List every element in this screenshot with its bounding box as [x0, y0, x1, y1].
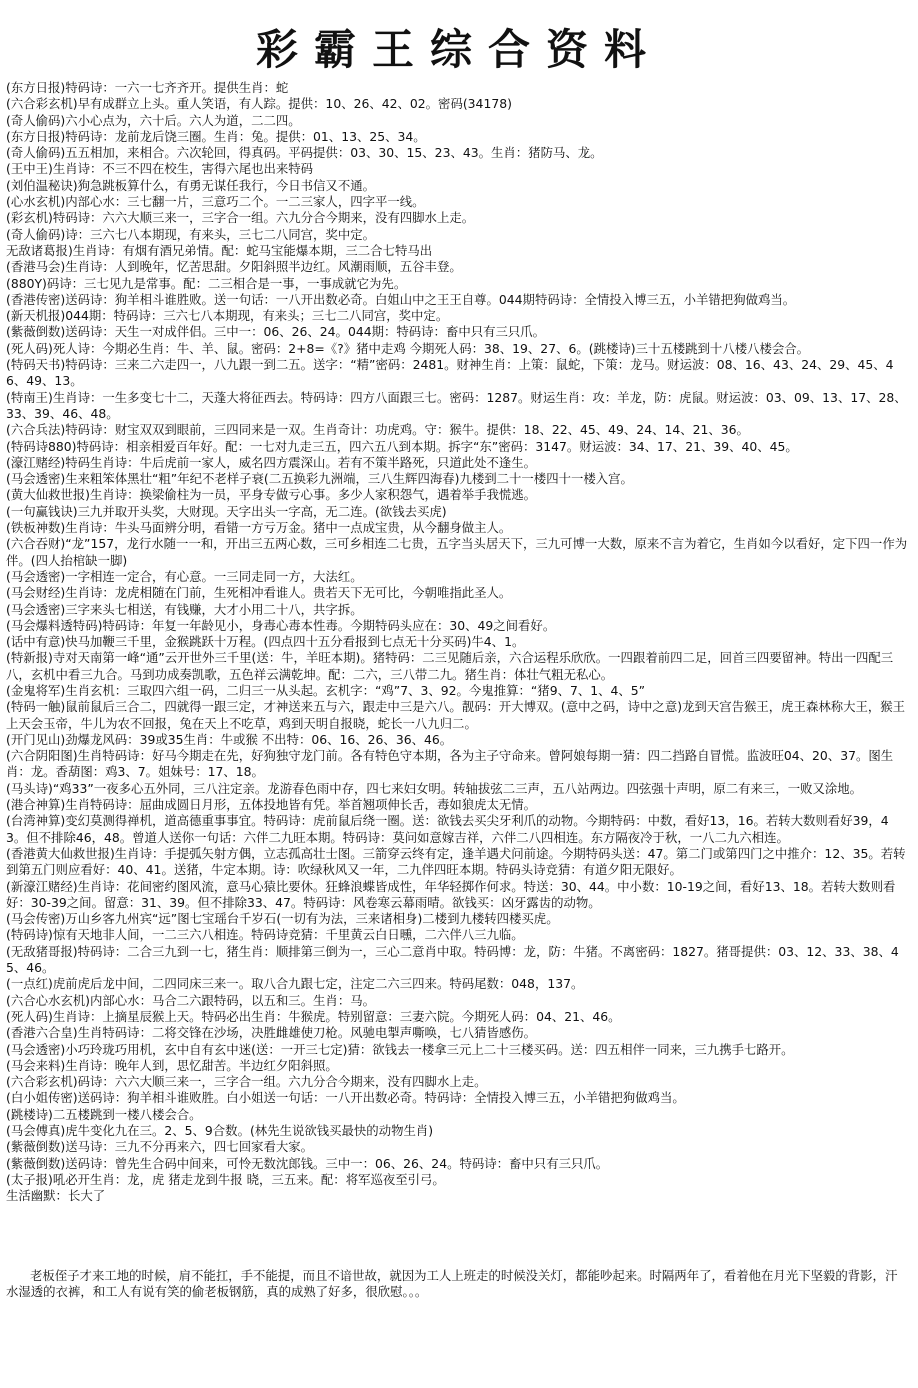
info-line: (台湾神算)变幻莫测得禅机，道高德重事事宜。特码诗：虎前鼠后绕一圈。送：欲钱去买尖牙利爪的动物。今期特码：中数，看好13，16。若转大数则看好39，43。但不排除46，48。曾道人送你一句话：六伴二九旺本期。特码诗：莫问如意嫁吉祥，六伴二八四相连。东方隔夜冷于秋，一八二九六相连。 [6, 813, 889, 845]
info-line: (刘伯温秘诀)狗急跳板算什么，有勇无谋任我行，今日书信又不通。 [6, 177, 375, 193]
info-line: (马会透密)生来粗笨体黑壮“粗”年纪不老样子衰(二五换彩九洲端，三八生辉四海春)九楼到二十一楼四十一楼入宫。 [6, 471, 633, 487]
info-line: (白小姐传密)送码诗：狗羊相斗谁败胜。白小姐送一句话：一八开出数必奇。特码诗：全情投入博三五，小羊错把狗做鸡当。 [6, 1090, 685, 1106]
info-line: (太子报)吼必开生肖：龙，虎 猪走龙到牛报 晓，三五来。配：将军巡夜至引弓。 [6, 1171, 445, 1187]
info-line: (一点红)虎前虎后龙中间，二四同床三来一。取八合九跟七定，注定二六三四来。特码尾数：048，137。 [6, 976, 584, 992]
info-line: (彩玄机)特码诗：六六大顺三来一，三字合一组。六九分合今期来，没有四脚水上走。 [6, 210, 475, 226]
info-line: (马会透密)一字相连一定合，有心意。一三同走同一方，大法红。 [6, 568, 363, 584]
info-line: (马头诗)“鸡33”一夜多心五外同，三八注定亲。龙游春色雨中存，四七来妇女明。转轴拔弦二三声，五八站两边。四弦强十声明，原二有来三，一败又涂地。 [6, 780, 863, 796]
info-line: (马会传密)万山乡客九州宾“远”图七宝瑶台千岁石(一切有为法，三来诸相身)二楼到九楼转四楼买虎。 [6, 911, 559, 927]
info-line: (香港六合皇)生肖特码诗：二将交锋在沙场，决胜雌雄使刀枪。风驰电掣声嘶唤，七八猜皆感伤。 [6, 1025, 537, 1041]
info-line: (新濠江赌经)生肖诗：花间密约图风流，意马心猿比要休。狂蜂浪蝶皆成性，年华轻掷作何求。特送：30、44。中小数：10-19之间，看好13、18。若转大数则看好：30-39之间。留意：31、39。但不排除33、47。特码诗：风卷寒云幕雨晴。欲钱买：凶牙露齿的动物。 [6, 878, 896, 910]
info-line: 无敌诸葛报)生肖诗：有烟有酒兄弟情。配：蛇马宝能爆本期，三二合七特马出 [6, 242, 433, 258]
info-line: (特码诗)惊有天地非人间，一二三六八相连。特码诗竞猜：千里黄云白日曛，二六伴八三九临。 [6, 927, 524, 943]
info-line: (六合阴阳图)生肖特码诗：好马今期走在先，好狗独守龙门前。各有特色守本期，各为主子守命来。曾阿娘每期一猜：四二挡路自冒慌。监波旺04、20、37。图生肖：龙。香葫图：鸡3、7。姐妹号：17、18。 [6, 748, 894, 780]
info-line: (东方日报)特码诗：一六一七齐齐开。提供生肖：蛇 [6, 80, 289, 95]
info-line: (特码天书)特码诗：三来二六走四一，八九跟一到二五。送字：“精”密码：2481。财神生肖：上策：鼠蛇，下策：龙马。财运波：08、16、43、24、29、45、46、49、13。 [6, 357, 894, 389]
info-line: (话中有意)快马加鞭三千里，金猴跳跃十万程。(四点四十五分看报到七点无十分买码)牛4、1。 [6, 634, 525, 650]
info-line: (特南王)生肖诗：一生多变七十二，天蓬大将征西去。特码诗：四方八面跟三七。密码：1287。财运生肖：攻：羊龙，防：虎鼠。财运波：03、09、13、17、28、33、39、46、48。 [6, 389, 907, 421]
info-line: (香港传密)送码诗：狗羊相斗谁胜败。送一句话：一八开出数必奇。白姐山中之王王自尊。044期特码诗：全情投入博三五，小羊错把狗做鸡当。 [6, 291, 796, 307]
info-list [6, 80, 908, 1204]
humor-story [6, 1268, 908, 1301]
info-line: (东方日报)特码诗：龙前龙后饶三圈。生肖：兔。提供：01、13、25、34。 [6, 128, 426, 144]
info-line: (六合彩玄机)码诗：六六大顺三来一，三字合一组。六九分合今期来，没有四脚水上走。 [6, 1074, 487, 1090]
info-line: (新天机报)044期：特码诗：三六七八本期现，有来头；三七二八同宫，奖中定。 [6, 308, 449, 324]
info-line: (马会财经)生肖诗：龙虎相随在门前，生死相冲看谁人。贵若天下无可比，今朝唯指此圣人。 [6, 585, 512, 601]
info-line: (六合心水玄机)内部心水：马合二六跟特码，以五和三。生肖：马。 [6, 992, 375, 1008]
info-line: (紫薇倒数)送马诗：三九不分再来六，四七回家看大家。 [6, 1139, 314, 1155]
info-line: (金鬼将军)生肖玄机：三取四六组一码，二归三一从头起。玄机字：“鸡”7、3、92。今鬼推算：“猪9、7、1、4、5” [6, 682, 646, 698]
info-line: (港合神算)生肖特码诗：屈曲成圆日月形，五体投地皆有凭。举首翘项伸长舌，毒如狼虎太无情。 [6, 797, 537, 813]
info-line: (死人码)生肖诗：上摘星辰猴上天。特码必出生肖：牛猴虎。特别留意：三妻六院。今期死人码：04、21、46。 [6, 1008, 621, 1024]
info-line: (死人码)死人诗：今期必生肖：牛、羊、鼠。密码：2+8=《?》猪中走鸡 今期死人码：38、19、27、6。(跳楼诗)三十五楼跳到十八楼八楼会合。 [6, 340, 810, 356]
info-line: (马会透密)三字来头七相送，有钱赚，大才小用二十八，共字拆。 [6, 601, 363, 617]
info-line: (奇人偷码)五五相加，来相合。六次轮回，得真码。平码提供：03、30、15、23、43。生肖：猪防马、龙。 [6, 145, 603, 161]
info-line: (紫薇倒数)送码诗：曾先生合码中间来，可怜无数沈郎钱。三中一：06、26、24。特码诗：畜中只有三只爪。 [6, 1155, 609, 1171]
info-line: (跳楼诗)二五楼跳到一楼八楼会合。 [6, 1106, 202, 1122]
info-line: (香港马会)生肖诗：人到晚年，忆苦思甜。夕阳斜照半边红。风潮雨顺，五谷丰登。 [6, 259, 462, 275]
info-line: (濠江赌经)特码生肖诗：牛后虎前一家人，威名四方震深山。若有不策半路死，只道此处不逢生。 [6, 454, 537, 470]
info-line: (香港黄大仙救世报)生肖诗：手提弧矢射方偶，立志孤高壮士图。三箭穿云终有定，逢羊遇犬问前途。今期特码头送：47。第二门或第四门之中推介：12、35。若转到第五门则应看好：40、41。送猪，牛定本期。诗：吹绿秋风又一年，二九伴四旺本期。特码头诗竞猜：有道夕阳无限好。 [6, 845, 906, 878]
info-line: (一句赢钱诀)三九并取开头奖，大财现。天字出头一字高，无二连。(欲钱去买虎) [6, 503, 447, 519]
info-line: (特码一触)鼠前鼠后三合二，四就得一跟三定，才神送来五与六，跟走中三是六八。靓码：开大博双。(意中之码，诗中之意)龙到天宫告猴王，虎王森林称大王，猴王上天会玉帝，牛儿为农不回报，兔在天上不吃草，鸡到天明自报晓，蛇长一八九归二。 [6, 699, 906, 731]
info-line: (马会来料)生肖诗：晚年人到，思忆甜苦。半边红夕阳斜照。 [6, 1057, 338, 1073]
info-line: (王中王)生肖诗：不三不四在校生，害得六尾也出来特码 [6, 161, 314, 177]
info-line: (奇人偷码)六小心点为，六十后。六人为道，二二四。 [6, 112, 301, 128]
info-line: (铁板神数)生肖诗：牛头马面辨分明，看错一方亏万金。猪中一点成宝贵，从今翻身做主人。 [6, 520, 512, 536]
info-line: (开门见山)劲爆龙风码：39或35生肖：牛或猴 不出特：06、16、26、36、46。 [6, 731, 453, 747]
page-title: 彩霸王综合资料 [255, 25, 662, 74]
info-line: (六合彩玄机)早有成群立上头。重人笑语，有人踪。提供：10、26、42、02。密码(34178) [6, 96, 512, 112]
info-line: (特新报)寺对天南第一峰“通”云开世外三千里(送：牛，羊旺本期)。猪特码：二三见随后亲，六合运程乐欣欣。一四跟着前四二足，回首三四要留神。特出一四配三八，玄机中看三九合。马到功成奏凯歌，五色祥云满乾坤。配：二六，三八带二九。猪生肖：体壮气粗无私心。 [6, 650, 894, 682]
info-line: 生活幽默：长大了 [6, 1188, 106, 1204]
info-line: (黄大仙救世报)生肖诗：换梁偷柱为一员，平身专做亏心事。多少人家积怨气，遇着举手我慌逃。 [6, 487, 537, 503]
info-line: (心水玄机)内部心水：三七翻一片，三意巧二个。一二三家人，四字平一线。 [6, 194, 425, 210]
info-line: (特码诗880)特码诗：相亲相爱百年好。配：一七对九走三五，四六五八到本期。拆字“东”密码：3147。财运波：34、17、21、39、40、45。 [6, 438, 798, 454]
info-line: (马会傅真)虎牛变化九在三。2、5、9合数。(林先生说欲钱买最快的动物生肖) [6, 1123, 434, 1138]
info-line: (无敌猪哥报)特码诗：二合三九到一七，猪生肖：顺排第三倒为一，三心二意肖中取。特码博：龙，防：牛猪。不离密码：1827。猪哥提供：03、12、33、38、45、46。 [6, 943, 899, 976]
info-line: (六合兵法)特码诗：财宝双双到眼前，三四同来是一双。生肖奇计：功虎鸡。守：猴牛。提供：18、22、45、49、24、14、21、36。 [6, 422, 749, 438]
info-line: (880Y)码诗：三七见九是常事。配：二三相合是一事，一事成就它为先。 [6, 275, 407, 291]
info-line: (紫薇倒数)送码诗：天生一对成伴侣。三中一：06、26、24。044期：特码诗：畜中只有三只爪。 [6, 324, 546, 340]
info-line: (六合吞财)“龙”157，龙行水随一一和，开出三五两心数，三可乡相连二七贵，五字当头居天下，三九可博一大数，原来不言为着它，生肖如今以看好，定下四一作为伴。(四人抬棺缺一脚) [6, 536, 908, 568]
info-line: (马会爆料透特码)特码诗：年复一年龄见小，身毒心毒本性毒。今期特码头应在：30、49之间看好。 [6, 617, 556, 633]
info-line: (马会透密)小巧玲珑巧用机，玄中自有玄中迷(送：一开三七定)猜：欲钱去一楼拿三元上二十三楼买码。送：四五相伴一同来，三九携手七路开。 [6, 1041, 794, 1057]
humor-story-text: 老板侄子才来工地的时候，肩不能扛，手不能提，而且不谙世故，就因为工人上班走的时候没关灯，都能吵起来。时隔两年了，看着他在月光下坚毅的背影，汗水湿透的衣裤，和工人有说有笑的偷老板钢筋，真的成熟了好多，很欣慰。。。 [6, 1268, 898, 1300]
info-line: (奇人偷码)诗：三六七八本期现，有来头，三七二八同宫，奖中定。 [6, 226, 375, 242]
